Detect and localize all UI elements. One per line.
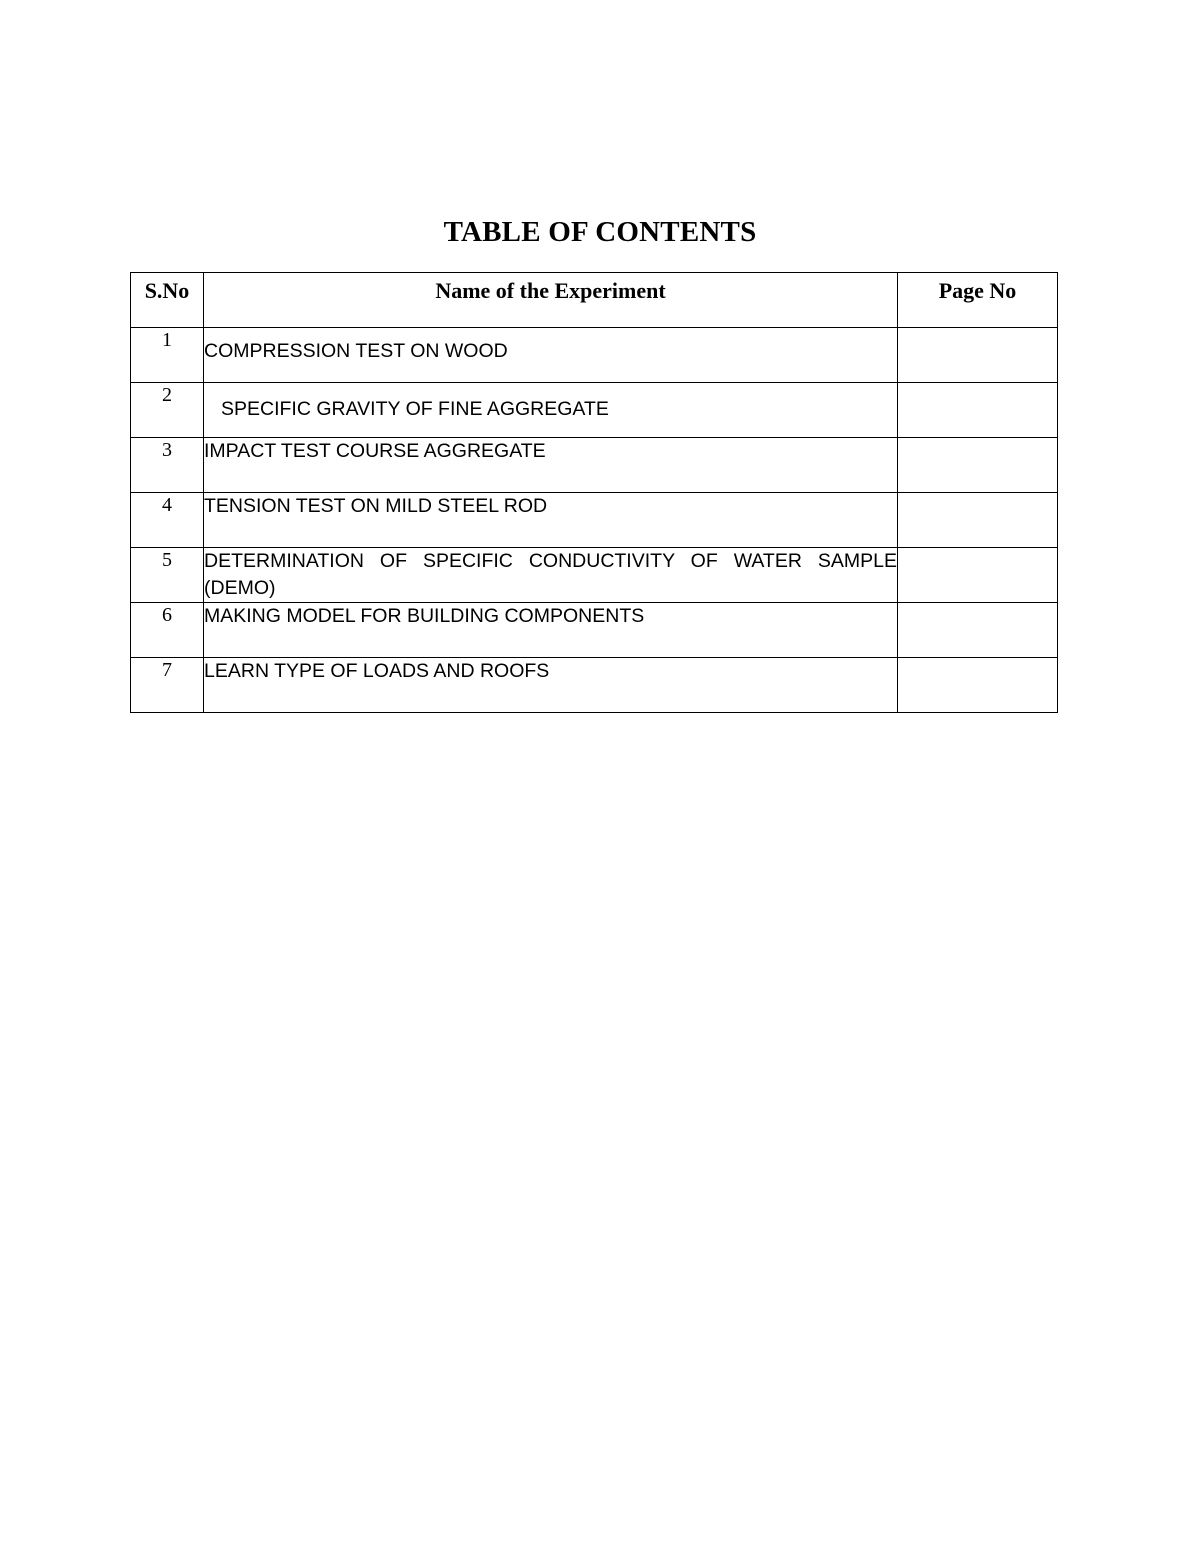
- row-page-no: [898, 658, 1058, 713]
- row-sno: 5: [131, 548, 204, 603]
- row-experiment-name: SPECIFIC GRAVITY OF FINE AGGREGATE: [204, 383, 898, 438]
- row-page-no: [898, 493, 1058, 548]
- table-row: [131, 658, 1058, 713]
- row-page-no: [898, 328, 1058, 383]
- header-sno: S.No: [131, 273, 204, 328]
- row-page-no: [898, 548, 1058, 603]
- table-of-contents: [130, 272, 1058, 713]
- table-row: [131, 383, 1058, 438]
- table-row: [131, 548, 1058, 603]
- table-row: [131, 603, 1058, 658]
- page-title: TABLE OF CONTENTS: [443, 216, 757, 248]
- row-page-no: [898, 383, 1058, 438]
- row-page-no: [898, 603, 1058, 658]
- table-row: [131, 438, 1058, 493]
- row-experiment-name: MAKING MODEL FOR BUILDING COMPONENTS: [204, 603, 898, 658]
- row-sno: 4: [131, 493, 204, 548]
- table-header-row: [131, 273, 1058, 328]
- row-experiment-name: COMPRESSION TEST ON WOOD: [204, 328, 898, 383]
- row-sno: 3: [131, 438, 204, 493]
- header-experiment-name: Name of the Experiment: [204, 273, 898, 328]
- row-sno: 6: [131, 603, 204, 658]
- row-experiment-name: IMPACT TEST COURSE AGGREGATE: [204, 438, 898, 493]
- row-sno: 2: [131, 383, 204, 438]
- row-sno: 1: [131, 328, 204, 383]
- row-experiment-name: DETERMINATION OF SPECIFIC CONDUCTIVITY OF WATER SAMPLE (DEMO): [204, 548, 898, 603]
- header-page-no: Page No: [898, 273, 1058, 328]
- row-page-no: [898, 438, 1058, 493]
- row-sno: 7: [131, 658, 204, 713]
- table-row: [131, 328, 1058, 383]
- row-experiment-name: TENSION TEST ON MILD STEEL ROD: [204, 493, 898, 548]
- row-experiment-name: LEARN TYPE OF LOADS AND ROOFS: [204, 658, 898, 713]
- table-row: [131, 493, 1058, 548]
